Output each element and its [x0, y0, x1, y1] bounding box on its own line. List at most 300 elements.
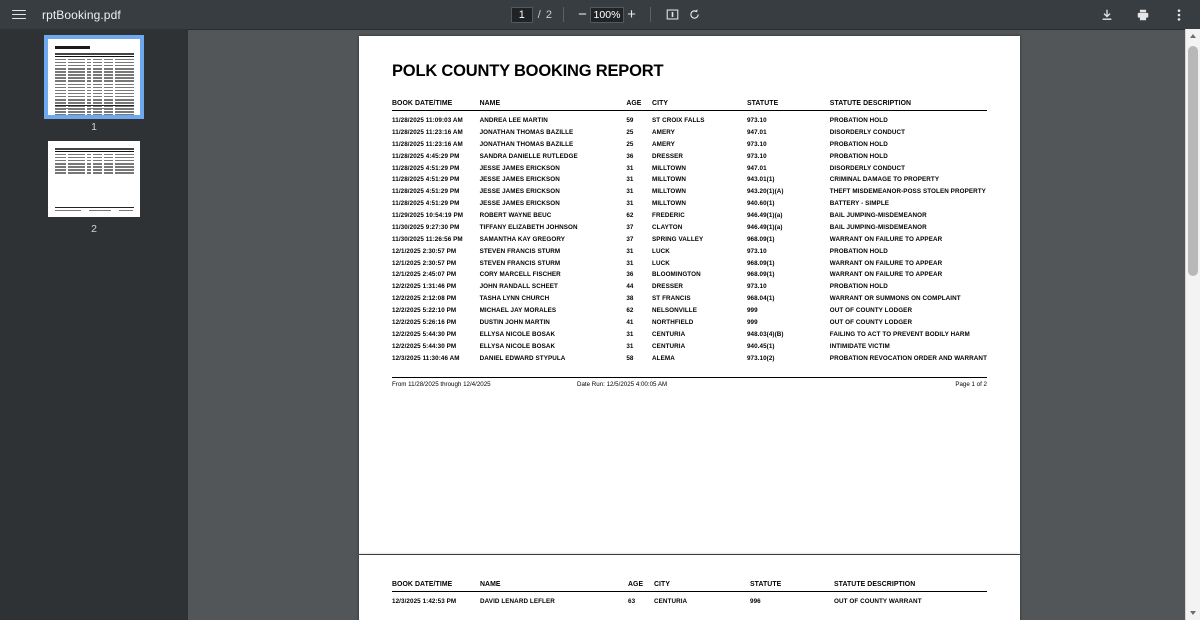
mini-cell	[87, 90, 90, 92]
mini-row	[55, 90, 134, 92]
cell-city: DRESSER	[652, 283, 684, 291]
mini-cell	[104, 154, 113, 156]
mini-row	[55, 111, 134, 113]
mini-cell	[68, 59, 85, 61]
zoom-in-button[interactable]: +	[627, 6, 636, 23]
mini-cell	[87, 163, 90, 165]
mini-cell	[104, 71, 113, 73]
mini-row	[55, 74, 134, 76]
column-header-book-datetime: BOOK DATE/TIME	[392, 581, 453, 588]
mini-cell	[104, 96, 113, 98]
column-header-book-datetime: BOOK DATE/TIME	[392, 100, 453, 107]
mini-cell	[115, 102, 134, 104]
footer-page-label: Page 1 of 2	[955, 380, 987, 388]
thumbnail-item-2[interactable]	[48, 141, 140, 235]
mini-cell	[68, 71, 85, 73]
cell-book-datetime: 11/28/2025 4:51:29 PM	[392, 188, 460, 196]
pdf-page-2	[359, 555, 1020, 620]
cell-name: JESSE JAMES ERICKSON	[479, 176, 560, 184]
scroll-up-glyph	[1190, 34, 1196, 38]
cell-book-datetime: 12/3/2025 11:30:46 AM	[392, 354, 460, 362]
mini-cell	[87, 99, 90, 101]
cell-statute: 968.09(1)	[746, 259, 775, 267]
cell-statute: 973.10	[746, 283, 767, 291]
cell-city: LUCK	[652, 247, 670, 255]
cell-book-datetime: 11/28/2025 4:51:29 PM	[392, 176, 460, 184]
mini-cell	[115, 99, 134, 101]
cell-book-datetime: 12/1/2025 2:30:57 PM	[392, 247, 457, 255]
mini-cell	[115, 166, 134, 168]
mini-cell	[104, 163, 113, 165]
cell-statute: 973.10	[746, 140, 767, 148]
cell-statute-description: WARRANT ON FAILURE TO APPEAR	[829, 271, 943, 279]
mini-cell	[104, 114, 113, 115]
cell-book-datetime: 11/30/2025 9:27:30 PM	[392, 223, 460, 231]
mini-cell	[68, 80, 85, 82]
cell-name: CORY MARCELL FISCHER	[479, 271, 561, 279]
mini-cell	[104, 93, 113, 95]
mini-cell	[87, 114, 90, 115]
vertical-scrollbar[interactable]	[1185, 29, 1200, 620]
mini-row	[55, 99, 134, 101]
mini-cell	[87, 172, 90, 174]
cell-statute: 943.01(1)	[746, 176, 775, 184]
mini-cell	[55, 99, 66, 101]
thumbnail-list	[0, 29, 188, 243]
table-body-page-2	[392, 592, 987, 608]
cell-statute-description: BAIL JUMPING-MISDEMEANOR	[829, 212, 927, 219]
fit-to-page-glyph	[666, 8, 679, 21]
cell-statute: 968.09(1)	[746, 235, 775, 243]
mini-cell	[68, 96, 85, 98]
mini-row	[55, 172, 134, 174]
rotate-glyph	[688, 8, 701, 21]
mini-cell	[55, 71, 66, 73]
cell-name: JESSE JAMES ERICKSON	[479, 200, 560, 208]
download-icon[interactable]	[1096, 4, 1118, 26]
cell-age: 62	[626, 212, 634, 219]
mini-row	[55, 93, 134, 95]
cell-name: STEVEN FRANCIS STURM	[479, 247, 561, 255]
mini-cell	[87, 93, 90, 95]
table-row	[392, 305, 987, 317]
cell-statute: 946.49(1)(a)	[746, 212, 783, 219]
cell-name: SAMANTHA KAY GREGORY	[479, 235, 566, 243]
mini-cell	[55, 77, 66, 79]
toolbar-right-group	[1096, 4, 1200, 26]
mini-row	[55, 68, 134, 70]
mini-cell	[93, 172, 102, 174]
table-header-row	[392, 100, 987, 111]
mini-cell	[93, 62, 102, 64]
cell-statute: 973.10	[746, 152, 767, 160]
cell-statute: 968.04(1)	[746, 295, 775, 303]
cell-book-datetime: 11/28/2025 11:23:16 AM	[392, 140, 463, 148]
mini-cell	[115, 59, 134, 61]
cell-statute-description: OUT OF COUNTY LODGER	[829, 318, 913, 326]
cell-book-datetime: 11/30/2025 11:26:56 PM	[392, 235, 463, 243]
mini-cell	[115, 77, 134, 79]
mini-cell	[68, 111, 85, 113]
zoom-out-button[interactable]: −	[578, 6, 587, 23]
cell-age: 25	[626, 140, 634, 148]
cell-book-datetime: 11/29/2025 10:54:19 PM	[392, 212, 464, 219]
cell-city: ALEMA	[652, 354, 675, 362]
scroll-up-arrow-icon[interactable]	[1186, 29, 1200, 43]
page-1-content	[359, 36, 1020, 388]
cell-statute: 996	[750, 598, 761, 605]
mini-row	[55, 154, 134, 156]
page-separator: /	[537, 8, 541, 21]
table-row	[392, 245, 987, 257]
table-row	[392, 150, 987, 162]
mini-cell	[93, 59, 102, 61]
mini-cell	[68, 157, 85, 159]
fit-to-page-icon[interactable]	[662, 4, 684, 26]
cell-name: JONATHAN THOMAS BAZILLE	[479, 128, 574, 136]
rotate-icon[interactable]	[684, 4, 706, 26]
mini-cell	[93, 77, 102, 79]
cell-statute-description: WARRANT ON FAILURE TO APPEAR	[829, 235, 943, 243]
page-1-footer	[392, 378, 987, 388]
mini-cell	[68, 68, 85, 70]
mini-row	[55, 65, 134, 67]
page-number-input[interactable]: 1	[511, 7, 533, 23]
cell-book-datetime: 12/2/2025 5:44:30 PM	[392, 342, 457, 350]
cell-book-datetime: 11/28/2025 4:45:29 PM	[392, 152, 460, 160]
mini-cell	[115, 62, 134, 64]
mini-cell	[55, 62, 66, 64]
cell-book-datetime: 11/28/2025 11:09:03 AM	[392, 117, 463, 124]
mini-cell	[55, 87, 66, 89]
mini-cell	[115, 93, 134, 95]
cell-age: 59	[626, 117, 634, 124]
mini-cell	[104, 169, 113, 171]
mini-cell	[104, 74, 113, 76]
viewer-top-edge	[188, 29, 1200, 30]
pdf-page-1	[359, 36, 1020, 554]
mini-cell	[87, 111, 90, 113]
pdf-toolbar	[0, 0, 1200, 29]
mini-cell	[87, 102, 90, 104]
mini-row	[55, 166, 134, 168]
mini-cell	[104, 80, 113, 82]
cell-book-datetime: 11/28/2025 4:51:29 PM	[392, 200, 460, 208]
cell-name: DUSTIN JOHN MARTIN	[479, 318, 550, 326]
mini-row	[55, 169, 134, 171]
column-header-name: NAME	[479, 100, 501, 107]
mini-header	[55, 53, 134, 55]
print-icon[interactable]	[1132, 4, 1154, 26]
mini-cell	[55, 96, 66, 98]
cell-book-datetime: 12/3/2025 1:42:53 PM	[392, 598, 457, 605]
cell-city: CLAYTON	[652, 223, 683, 231]
cell-city: MILLTOWN	[652, 164, 687, 172]
mini-cell	[87, 157, 90, 159]
mini-cell	[68, 87, 85, 89]
mini-cell	[93, 96, 102, 98]
cell-city: LUCK	[652, 259, 670, 267]
cell-statute: 947.01	[746, 128, 767, 136]
mini-cell	[93, 99, 102, 101]
mini-cell	[115, 169, 134, 171]
cell-name: JESSE JAMES ERICKSON	[479, 188, 560, 196]
mini-cell	[55, 90, 66, 92]
mini-cell	[87, 80, 90, 82]
cell-statute: 973.10(2)	[746, 354, 775, 362]
mini-cell	[55, 157, 66, 159]
cell-statute-description: PROBATION HOLD	[829, 152, 888, 160]
cell-city: FREDERIC	[652, 212, 685, 219]
cell-statute: 946.49(1)(a)	[746, 223, 783, 231]
table-row	[392, 293, 987, 305]
scroll-down-glyph	[1190, 611, 1196, 615]
zoom-level-input[interactable]: 100%	[590, 7, 624, 23]
cell-statute: 943.20(1)(A)	[746, 188, 784, 196]
mini-cell	[68, 154, 85, 156]
cell-city: MILLTOWN	[652, 176, 687, 184]
mini-row	[55, 71, 134, 73]
scrollbar-thumb[interactable]	[1188, 46, 1198, 276]
cell-age: 31	[626, 176, 634, 184]
mini-rule	[55, 56, 134, 57]
table-row	[392, 233, 987, 245]
table-row	[392, 328, 987, 340]
mini-cell	[55, 102, 66, 104]
mini-row	[55, 157, 134, 159]
cell-age: 58	[626, 354, 634, 362]
table-row	[392, 269, 987, 281]
cell-statute-description: PROBATION HOLD	[829, 140, 888, 148]
footer-date-run: Date Run: 12/5/2025 4:00:05 AM	[577, 380, 668, 388]
mini-cell	[55, 59, 66, 61]
mini-cell	[55, 172, 66, 174]
cell-city: NELSONVILLE	[652, 307, 697, 314]
mini-cell	[104, 62, 113, 64]
mini-cell	[93, 80, 102, 82]
thumbnail-item-1[interactable]	[48, 39, 140, 133]
more-options-icon[interactable]	[1168, 4, 1190, 26]
mini-cell	[115, 68, 134, 70]
cell-city: SPRING VALLEY	[652, 235, 704, 243]
cell-city: CENTURIA	[652, 342, 686, 350]
mini-cell	[55, 80, 66, 82]
mini-cell	[68, 62, 85, 64]
mini-cell	[87, 154, 90, 156]
cell-name: TIFFANY ELIZABETH JOHNSON	[479, 223, 578, 231]
mini-cell	[68, 93, 85, 95]
cell-statute-description: FAILING TO ACT TO PREVENT BODILY HARM	[829, 330, 970, 338]
mini-cell	[115, 154, 134, 156]
mini-cell	[55, 65, 66, 67]
pdf-viewer[interactable]	[188, 29, 1200, 620]
cell-age: 63	[628, 598, 636, 605]
mini-cell	[115, 80, 134, 82]
mini-rule	[55, 151, 134, 152]
cell-book-datetime: 12/1/2025 2:45:07 PM	[392, 271, 457, 279]
scroll-down-arrow-icon[interactable]	[1186, 606, 1200, 620]
cell-city: NORTHFIELD	[652, 318, 694, 326]
mini-cell	[115, 65, 134, 67]
cell-statute: 968.09(1)	[746, 271, 775, 279]
mini-cell	[68, 99, 85, 101]
cell-statute-description: THEFT MISDEMEANOR-POSS STOLEN PROPERTY	[829, 188, 986, 196]
mini-cell	[115, 172, 134, 174]
mini-cell	[55, 154, 66, 156]
mini-cell	[68, 163, 85, 165]
mini-cell	[93, 163, 102, 165]
cell-statute: 999	[746, 318, 758, 326]
mini-cell	[68, 102, 85, 104]
cell-name: JOHN RANDALL SCHEET	[479, 283, 558, 291]
mini-cell	[115, 90, 134, 92]
cell-age: 36	[626, 271, 634, 279]
mini-cell	[93, 154, 102, 156]
hamburger-menu-icon[interactable]	[8, 4, 30, 26]
mini-footer-2	[55, 207, 134, 211]
cell-age: 31	[626, 259, 634, 267]
mini-cell	[93, 90, 102, 92]
mini-row	[55, 77, 134, 79]
cell-age: 31	[626, 164, 634, 172]
cell-city: MILLTOWN	[652, 200, 687, 208]
table-row	[392, 316, 987, 328]
cell-age: 31	[626, 342, 634, 350]
cell-age: 41	[626, 318, 634, 326]
mini-cell	[87, 84, 90, 86]
mini-cell	[104, 87, 113, 89]
mini-row	[55, 163, 134, 165]
cell-statute-description: DISORDERLY CONDUCT	[829, 128, 906, 136]
mini-cell	[68, 166, 85, 168]
mini-cell	[55, 111, 66, 113]
toolbar-divider-1	[563, 7, 564, 22]
mini-cell	[115, 163, 134, 165]
toolbar-center-group	[121, 4, 1096, 26]
mini-cell	[87, 166, 90, 168]
mini-cell	[68, 172, 85, 174]
mini-cell	[87, 74, 90, 76]
mini-cell	[93, 87, 102, 89]
cell-name: DANIEL EDWARD STYPULA	[479, 354, 566, 362]
column-header-statute: STATUTE	[750, 581, 782, 588]
cell-statute-description: BAIL JUMPING-MISDEMEANOR	[829, 223, 927, 231]
table-row	[392, 257, 987, 269]
mini-cell	[93, 93, 102, 95]
table-row	[392, 210, 987, 222]
mini-cell	[104, 90, 113, 92]
column-header-statute-description: STATUTE DESCRIPTION	[829, 100, 912, 107]
thumbnail-sidebar[interactable]	[0, 29, 188, 620]
mini-row	[55, 80, 134, 82]
total-pages-label: 2	[545, 8, 552, 21]
page-2-content	[359, 555, 1020, 607]
cell-city: DRESSER	[652, 152, 684, 160]
cell-book-datetime: 12/2/2025 1:31:46 PM	[392, 283, 457, 291]
mini-cell	[87, 87, 90, 89]
cell-statute-description: PROBATION HOLD	[829, 283, 888, 291]
cell-statute: 973.10	[746, 247, 767, 255]
table-header	[392, 100, 987, 111]
mini-cell	[55, 166, 66, 168]
cell-name: JONATHAN THOMAS BAZILLE	[479, 140, 574, 148]
column-header-city: CITY	[652, 100, 669, 107]
table-row	[392, 126, 987, 138]
cell-book-datetime: 12/2/2025 2:12:08 PM	[392, 295, 457, 303]
thumbnail-label-2: 2	[91, 223, 97, 235]
mini-cell	[93, 169, 102, 171]
thumbnail-page-1[interactable]	[48, 39, 140, 115]
mini-cell	[115, 74, 134, 76]
cell-statute-description: PROBATION REVOCATION ORDER AND WARRANT	[829, 354, 987, 362]
mini-cell	[55, 84, 66, 86]
mini-cell	[104, 65, 113, 67]
cell-city: BLOOMINGTON	[652, 271, 701, 279]
cell-city: AMERY	[652, 140, 675, 148]
mini-cell	[68, 84, 85, 86]
mini-cell	[93, 65, 102, 67]
mini-cell	[93, 157, 102, 159]
table-row	[392, 138, 987, 150]
mini-cell	[104, 160, 113, 162]
mini-cell	[55, 160, 66, 162]
page-title: POLK COUNTY BOOKING REPORT	[392, 62, 664, 80]
toolbar-left-group	[0, 4, 121, 26]
mini-rows	[55, 154, 134, 174]
cell-name: STEVEN FRANCIS STURM	[479, 259, 561, 267]
mini-cell	[93, 84, 102, 86]
cell-name: ROBERT WAYNE BEUC	[479, 212, 552, 219]
table-row	[392, 281, 987, 293]
table-body-page-1	[392, 111, 987, 364]
cell-statute-description: PROBATION HOLD	[829, 247, 888, 255]
mini-cell	[93, 71, 102, 73]
cell-statute-description: WARRANT OR SUMMONS ON COMPLAINT	[829, 295, 961, 303]
cell-statute: 940.60(1)	[746, 200, 775, 208]
table-row	[392, 174, 987, 186]
cell-name: DAVID LENARD LEFLER	[480, 598, 555, 605]
cell-statute-description: OUT OF COUNTY WARRANT	[834, 598, 922, 605]
column-header-statute: STATUTE	[746, 100, 779, 107]
mini-row	[55, 59, 134, 61]
cell-statute: 999	[746, 307, 758, 314]
print-glyph	[1136, 8, 1150, 22]
cell-statute-description: INTIMIDATE VICTIM	[829, 342, 890, 350]
mini-cell	[93, 160, 102, 162]
cell-statute: 947.01	[746, 164, 767, 172]
cell-city: CENTURIA	[652, 330, 686, 338]
cell-age: 62	[626, 307, 634, 314]
mini-cell	[115, 160, 134, 162]
mini-cell	[104, 166, 113, 168]
cell-age: 31	[626, 247, 634, 255]
column-header-statute-description: STATUTE DESCRIPTION	[834, 581, 916, 588]
booking-table-page-2	[392, 581, 987, 607]
mini-header	[55, 148, 134, 150]
file-name-label: rptBooking.pdf	[42, 7, 121, 22]
booking-table-page-1	[392, 100, 987, 364]
mini-cell	[104, 172, 113, 174]
cell-statute: 948.03(4)(B)	[746, 330, 784, 338]
thumbnail-page-2[interactable]	[48, 141, 140, 217]
mini-cell	[68, 114, 85, 115]
cell-name: MICHAEL JAY MORALES	[479, 307, 557, 314]
toolbar-divider-2	[650, 7, 651, 22]
mini-row	[55, 160, 134, 162]
cell-name: JESSE JAMES ERICKSON	[479, 164, 560, 172]
column-header-city: CITY	[654, 581, 671, 588]
thumbnail-preview-2	[48, 141, 140, 217]
